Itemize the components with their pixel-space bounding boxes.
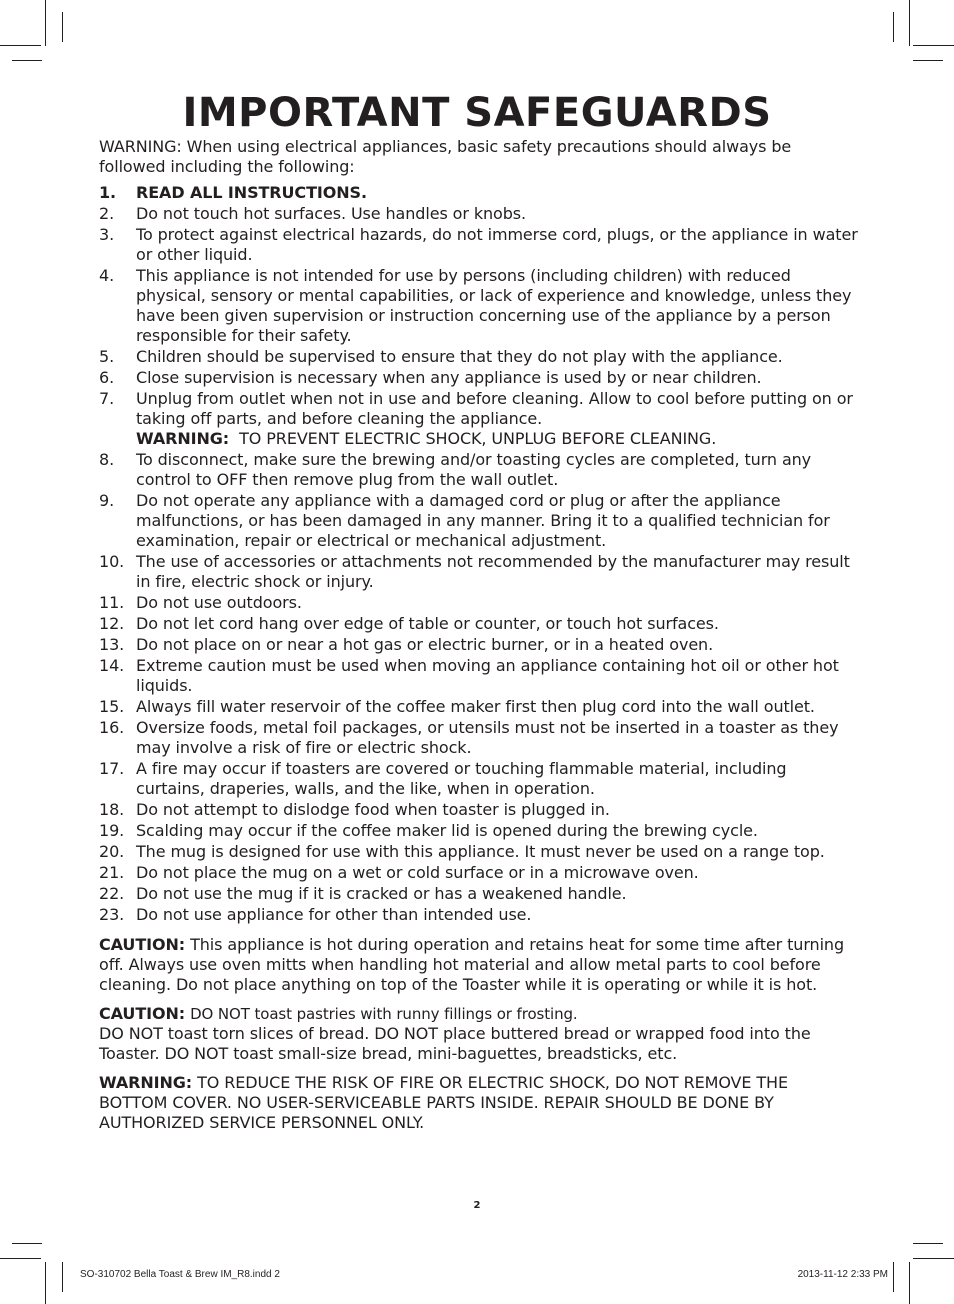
crop-mark — [893, 12, 894, 42]
item-number: 12. — [99, 614, 125, 633]
item-text-body: To protect against electrical hazards, do not immerse cord, plugs, or the appliance in water or other liquid. — [136, 225, 858, 264]
item-text — [136, 552, 859, 592]
item-text — [136, 759, 859, 799]
crop-mark — [12, 1243, 42, 1244]
warning-text: TO REDUCE THE RISK OF FIRE OR ELECTRIC SHOCK, DO NOT REMOVE THE BOTTOM COVER. NO USER-SERVICEABLE PARTS INSIDE. REPAIR SHOULD BE DONE BY AUTHORIZED SERVICE PERSONNEL ONLY. — [99, 1073, 788, 1132]
crop-mark — [913, 1258, 954, 1259]
item-text — [136, 718, 859, 758]
list-item — [99, 842, 859, 862]
item-text-body: Do not operate any appliance with a damaged cord or plug or after the appliance malfunctions, or has been damaged in any manner. Bring it to a qualified technician for examination, repair or electrical or mechanical adjustment. — [136, 491, 830, 550]
item-text-body: Oversize foods, metal foil packages, or utensils must not be inserted in a toaster as they may involve a risk of fire or electric shock. — [136, 718, 839, 757]
safeguards-content — [99, 137, 859, 1133]
list-item — [99, 225, 859, 265]
item-text — [136, 225, 859, 265]
item-text-body: Do not let cord hang over edge of table or counter, or touch hot surfaces. — [136, 614, 719, 633]
list-item — [99, 389, 859, 449]
warning-label: WARNING: — [136, 429, 230, 448]
list-item — [99, 821, 859, 841]
item-number: 13. — [99, 635, 125, 654]
item-number: 21. — [99, 863, 125, 882]
item-text-body: Scalding may occur if the coffee maker lid is opened during the brewing cycle. — [136, 821, 758, 840]
list-item — [99, 266, 859, 346]
list-item — [99, 884, 859, 904]
item-number: 15. — [99, 697, 125, 716]
caution-toast-text: DO NOT toast pastries with runny fillings or frosting. — [190, 1005, 578, 1023]
crop-mark — [909, 0, 910, 46]
list-item — [99, 800, 859, 820]
item-text-body: Close supervision is necessary when any appliance is used by or near children. — [136, 368, 762, 387]
slug-filename: SO-310702 Bella Toast & Brew IM_R8.indd 2 — [80, 1269, 280, 1280]
list-item — [99, 635, 859, 655]
item-number: 23. — [99, 905, 125, 924]
item-text-body: READ ALL INSTRUCTIONS. — [136, 183, 367, 202]
item-text-body: Do not touch hot surfaces. Use handles or knobs. — [136, 204, 526, 223]
item-text-body: Always fill water reservoir of the coffee maker first then plug cord into the wall outlet. — [136, 697, 815, 716]
item-text — [136, 821, 859, 841]
warning-label: WARNING: — [99, 1073, 193, 1092]
list-item — [99, 450, 859, 490]
item-number: 3. — [99, 225, 115, 244]
item-number: 9. — [99, 491, 115, 510]
item-text — [136, 635, 859, 655]
item-text-body: Do not use outdoors. — [136, 593, 302, 612]
final-warning-paragraph — [99, 1073, 859, 1133]
item-number: 10. — [99, 552, 125, 571]
crop-mark — [893, 1262, 894, 1292]
page-number: 2 — [473, 1200, 481, 1211]
item-number: 8. — [99, 450, 115, 469]
item-text — [136, 884, 859, 904]
item-number: 20. — [99, 842, 125, 861]
item-text — [136, 347, 859, 367]
item-text — [136, 842, 859, 862]
list-item — [99, 552, 859, 592]
crop-mark — [45, 1262, 46, 1304]
crop-mark — [12, 60, 42, 61]
slug-timestamp: 2013-11-12 2:33 PM — [797, 1269, 888, 1280]
item-number: 11. — [99, 593, 125, 612]
item-text — [136, 183, 859, 203]
caution-toast-paragraph — [99, 1004, 859, 1064]
item-text-body: A fire may occur if toasters are covered or touching flammable material, including curtains, draperies, walls, and the like, when in operation. — [136, 759, 787, 798]
list-item — [99, 656, 859, 696]
caution-toast-text-2: DO NOT toast torn slices of bread. DO NOT place buttered bread or wrapped food into the Toaster. DO NOT toast small-size bread, mini-baguettes, breadsticks, etc. — [99, 1024, 811, 1063]
item-number: 19. — [99, 821, 125, 840]
item-text — [136, 368, 859, 388]
list-item — [99, 347, 859, 367]
item-text-body: Do not place on or near a hot gas or electric burner, or in a heated oven. — [136, 635, 714, 654]
list-item — [99, 718, 859, 758]
caution-paragraph — [99, 935, 859, 995]
item-number: 6. — [99, 368, 115, 387]
item-text — [136, 204, 859, 224]
item-text — [136, 905, 859, 925]
item-text-body: Children should be supervised to ensure that they do not play with the appliance. — [136, 347, 783, 366]
item-text — [136, 266, 859, 346]
caution-text: This appliance is hot during operation and retains heat for some time after turning off. Always use oven mitts when handling hot material and allow metal parts to cool before cleaning. Do not place anything on top of the Toaster while it is operating or while it is hot. — [99, 935, 845, 994]
item-number: 17. — [99, 759, 125, 778]
crop-mark — [62, 12, 63, 42]
item-number: 5. — [99, 347, 115, 366]
crop-mark — [62, 1262, 63, 1292]
crop-mark — [0, 45, 41, 46]
list-item — [99, 759, 859, 799]
crop-mark — [45, 0, 46, 46]
list-item — [99, 183, 859, 203]
crop-mark — [913, 45, 954, 46]
item-text — [136, 491, 859, 551]
item-number: 14. — [99, 656, 125, 675]
item-number: 16. — [99, 718, 125, 737]
item-text — [136, 389, 859, 449]
list-item — [99, 593, 859, 613]
crop-mark — [913, 60, 943, 61]
item-number: 4. — [99, 266, 115, 285]
intro-warning: WARNING: When using electrical appliances, basic safety precautions should always be followed including the following: — [99, 137, 792, 176]
list-item — [99, 368, 859, 388]
item-number: 18. — [99, 800, 125, 819]
item-text-body: Extreme caution must be used when moving an appliance containing hot oil or other hot liquids. — [136, 656, 839, 695]
item-text — [136, 614, 859, 634]
item-text-body: Do not use appliance for other than intended use. — [136, 905, 532, 924]
safeguards-list — [99, 183, 859, 925]
caution-label: CAUTION: — [99, 1004, 186, 1023]
list-item — [99, 491, 859, 551]
list-item — [99, 863, 859, 883]
item-text — [136, 593, 859, 613]
list-item — [99, 905, 859, 925]
item-number: 22. — [99, 884, 125, 903]
item-text-body: Do not use the mug if it is cracked or has a weakened handle. — [136, 884, 627, 903]
item-text-body: Do not attempt to dislodge food when toaster is plugged in. — [136, 800, 610, 819]
item-text-body: The mug is designed for use with this appliance. It must never be used on a range top. — [136, 842, 825, 861]
item-number: 7. — [99, 389, 115, 408]
item-text-body: This appliance is not intended for use by persons (including children) with reduced physical, sensory or mental capabilities, or lack of experience and knowledge, unless they have been given supervision or instruction concerning use of the appliance by a person responsible for their safety. — [136, 266, 852, 345]
crop-mark — [0, 1258, 41, 1259]
list-item — [99, 204, 859, 224]
item-text — [136, 863, 859, 883]
item-warning — [136, 429, 859, 449]
item-text-body: To disconnect, make sure the brewing and/or toasting cycles are completed, turn any control to OFF then remove plug from the wall outlet. — [136, 450, 812, 489]
list-item — [99, 614, 859, 634]
item-text-body: Unplug from outlet when not in use and before cleaning. Allow to cool before putting on or taking off parts, and before cleaning the appliance. — [136, 389, 853, 428]
warning-text: TO PREVENT ELECTRIC SHOCK, UNPLUG BEFORE CLEANING. — [239, 429, 717, 448]
caution-label: CAUTION: — [99, 935, 186, 954]
item-text — [136, 697, 859, 717]
item-number: 2. — [99, 204, 115, 223]
list-item — [99, 697, 859, 717]
page-title: IMPORTANT SAFEGUARDS — [182, 90, 772, 136]
crop-mark — [909, 1262, 910, 1304]
item-text — [136, 656, 859, 696]
item-number: 1. — [99, 183, 117, 202]
item-text-body: Do not place the mug on a wet or cold surface or in a microwave oven. — [136, 863, 699, 882]
item-text — [136, 800, 859, 820]
item-text-body: The use of accessories or attachments not recommended by the manufacturer may result in fire, electric shock or injury. — [136, 552, 850, 591]
crop-mark — [913, 1243, 943, 1244]
item-text — [136, 450, 859, 490]
